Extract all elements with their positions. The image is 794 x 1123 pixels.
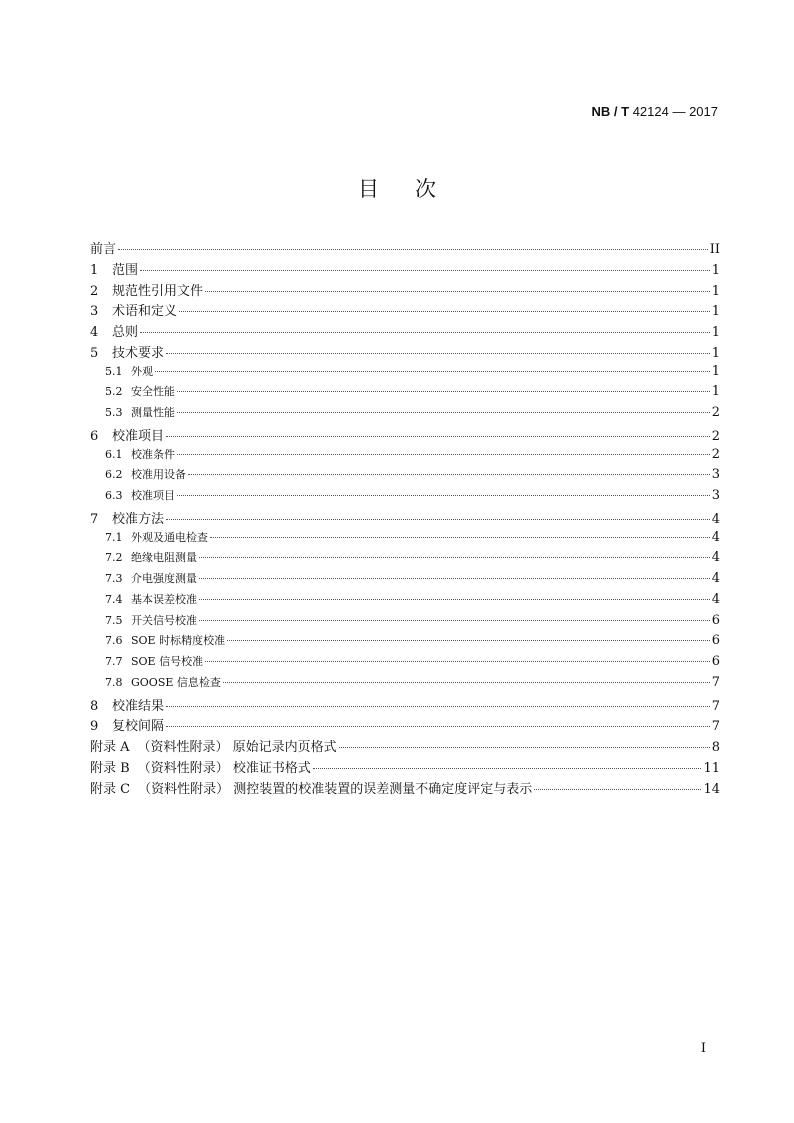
toc-entry[interactable] xyxy=(90,549,720,570)
dot-leader xyxy=(199,578,710,579)
toc-entry-page: II xyxy=(709,242,720,257)
dot-leader xyxy=(177,495,710,496)
dot-leader xyxy=(179,311,710,312)
toc-entry[interactable] xyxy=(90,674,720,695)
toc-entry-label: 校准结果 xyxy=(112,698,165,714)
dot-leader xyxy=(534,789,701,790)
toc-entry[interactable] xyxy=(90,259,720,280)
dot-leader xyxy=(199,599,710,600)
toc-entry-number: 6.1 xyxy=(105,447,123,461)
toc-entry-label: GOOSE 信息检查 xyxy=(131,675,221,689)
toc-entry-label: 术语和定义 xyxy=(112,304,178,320)
toc-entry[interactable] xyxy=(90,736,720,757)
toc-entry-page: 1 xyxy=(711,345,720,361)
toc-entry[interactable] xyxy=(90,300,720,321)
toc-entry[interactable] xyxy=(90,570,720,591)
toc-entry[interactable] xyxy=(90,363,720,384)
toc-entry-number: 5.2 xyxy=(105,385,123,399)
toc-entry-label: 规范性引用文件 xyxy=(112,283,204,299)
toc-entry-label: 外观及通电检查 xyxy=(131,530,208,544)
toc-entry-page: 4 xyxy=(711,511,720,527)
toc-entry[interactable] xyxy=(90,612,720,633)
toc-entry-page: 2 xyxy=(711,446,720,462)
toc-entry-number: 7 xyxy=(90,511,99,527)
toc-entry-page: 6 xyxy=(711,633,720,649)
toc-entry-label: 校准项目 xyxy=(131,489,175,502)
dot-leader xyxy=(205,291,710,292)
standard-number: 42124 — 2017 xyxy=(632,104,718,119)
toc-entry[interactable] xyxy=(90,238,720,259)
toc-entry-page: 2 xyxy=(711,405,720,420)
toc-entry-label: 前言 xyxy=(90,242,117,257)
toc-entry-page: 7 xyxy=(711,719,720,735)
toc-entry-page: 11 xyxy=(703,760,720,776)
toc-entry-page: 4 xyxy=(711,571,720,586)
toc-entry-number: 5.1 xyxy=(105,364,123,378)
table-of-contents xyxy=(90,238,720,798)
toc-entry-number: 7.1 xyxy=(105,530,123,544)
toc-entry[interactable] xyxy=(90,591,720,612)
toc-entry[interactable] xyxy=(90,695,720,716)
toc-entry-number: 7.2 xyxy=(105,551,123,565)
toc-entry-number: 7.8 xyxy=(105,675,123,689)
toc-entry-page: 4 xyxy=(711,529,720,545)
toc-entry-page: 7 xyxy=(711,674,720,690)
toc-entry-number: 7.5 xyxy=(105,613,123,627)
dot-leader xyxy=(177,412,710,413)
toc-entry-label: 基本误差校准 xyxy=(131,592,197,606)
toc-entry-label: 介电强度测量 xyxy=(131,572,197,585)
toc-entry[interactable] xyxy=(90,778,720,799)
toc-entry-label: （资料性附录） 原始记录内页格式 xyxy=(137,740,337,755)
standard-prefix: NB / T xyxy=(591,104,630,119)
toc-entry-page: 1 xyxy=(711,283,720,299)
toc-entry-number: 6.2 xyxy=(105,468,123,482)
toc-entry-number: 7.7 xyxy=(105,655,123,668)
toc-entry-label: 校准项目 xyxy=(112,428,165,444)
toc-entry-label: SOE 信号校准 xyxy=(131,655,204,668)
toc-entry-label: 外观 xyxy=(131,364,153,378)
toc-entry-page: 1 xyxy=(711,384,720,400)
toc-entry[interactable] xyxy=(90,715,720,736)
dot-leader xyxy=(166,726,710,727)
toc-entry-number: 8 xyxy=(90,698,99,714)
toc-entry-page: 1 xyxy=(711,363,720,379)
toc-entry-page: 3 xyxy=(711,488,720,503)
toc-entry[interactable] xyxy=(90,383,720,404)
toc-entry[interactable] xyxy=(90,425,720,446)
dot-leader xyxy=(188,474,710,475)
toc-entry[interactable] xyxy=(90,404,720,425)
toc-entry-number: 附录 C xyxy=(90,781,131,797)
toc-entry-number: 5 xyxy=(90,345,99,361)
toc-entry-page: 6 xyxy=(711,654,720,669)
dot-leader xyxy=(223,682,710,683)
toc-entry-page: 6 xyxy=(711,612,720,628)
toc-entry-page: 2 xyxy=(711,428,720,444)
toc-entry-label: 复校间隔 xyxy=(112,719,165,735)
toc-entry-page: 1 xyxy=(711,262,720,278)
toc-entry-number: 5.3 xyxy=(105,406,123,419)
dot-leader xyxy=(166,706,710,707)
toc-entry[interactable] xyxy=(90,466,720,487)
toc-entry-page: 3 xyxy=(711,467,720,483)
toc-entry-number: 7.4 xyxy=(105,592,123,606)
toc-entry-number: 1 xyxy=(90,262,99,278)
toc-entry-page: 1 xyxy=(711,304,720,320)
toc-entry-page: 1 xyxy=(711,325,720,340)
toc-entry-label: 校准方法 xyxy=(112,511,165,527)
toc-entry[interactable] xyxy=(90,632,720,653)
dot-leader xyxy=(140,332,710,333)
toc-entry-number: 附录 B xyxy=(90,760,130,776)
toc-entry[interactable] xyxy=(90,280,720,301)
toc-entry[interactable] xyxy=(90,508,720,529)
toc-entry-label: 总则 xyxy=(112,325,139,340)
toc-entry[interactable] xyxy=(90,529,720,550)
toc-entry-label: 校准用设备 xyxy=(131,468,186,482)
toc-entry-number: 3 xyxy=(90,304,99,320)
page-title: 目次 xyxy=(358,177,472,201)
toc-entry-label: （资料性附录） 测控装置的校准装置的误差测量不确定度评定与表示 xyxy=(138,781,533,797)
dot-leader xyxy=(140,270,710,271)
toc-entry-number: 7.3 xyxy=(105,572,123,585)
toc-entry[interactable] xyxy=(90,321,720,342)
toc-entry-label: 技术要求 xyxy=(112,345,165,361)
page-number: I xyxy=(700,1041,706,1056)
toc-entry[interactable] xyxy=(90,487,720,508)
dot-leader xyxy=(210,537,710,538)
toc-entry-label: 开关信号校准 xyxy=(131,613,197,627)
toc-entry-page: 14 xyxy=(703,781,720,797)
dot-leader xyxy=(166,436,710,437)
dot-leader xyxy=(155,371,710,372)
toc-entry-label: 绝缘电阻测量 xyxy=(131,551,197,565)
toc-entry-label: SOE 时标精度校准 xyxy=(131,634,226,648)
toc-entry[interactable] xyxy=(90,446,720,467)
dot-leader xyxy=(166,519,710,520)
toc-entry-page: 4 xyxy=(711,550,720,566)
toc-entry-label: 校准条件 xyxy=(131,447,175,461)
toc-entry-label: 测量性能 xyxy=(131,406,175,419)
toc-entry[interactable] xyxy=(90,342,720,363)
dot-leader xyxy=(313,768,702,769)
toc-entry[interactable] xyxy=(90,653,720,674)
toc-entry[interactable] xyxy=(90,757,720,778)
toc-entry-page: 7 xyxy=(711,698,720,714)
dot-leader xyxy=(339,747,710,748)
toc-entry-page: 4 xyxy=(711,591,720,607)
toc-entry-number: 2 xyxy=(90,283,99,299)
dot-leader xyxy=(199,557,710,558)
toc-entry-number: 6 xyxy=(90,428,99,444)
dot-leader xyxy=(177,454,710,455)
dot-leader xyxy=(227,640,710,641)
toc-entry-number: 附录 A xyxy=(90,740,130,755)
toc-entry-number: 4 xyxy=(90,325,99,340)
toc-entry-label: 范围 xyxy=(112,262,139,278)
toc-entry-label: 安全性能 xyxy=(131,385,175,399)
toc-entry-number: 9 xyxy=(90,719,99,735)
dot-leader xyxy=(166,353,710,354)
dot-leader xyxy=(177,391,710,392)
toc-entry-page: 8 xyxy=(711,740,720,755)
toc-entry-label: （资料性附录） 校准证书格式 xyxy=(137,760,311,776)
dot-leader xyxy=(118,249,708,250)
toc-entry-number: 6.3 xyxy=(105,489,123,502)
toc-entry-number: 7.6 xyxy=(105,634,123,648)
standard-code xyxy=(592,104,718,119)
dot-leader xyxy=(205,661,710,662)
dot-leader xyxy=(199,620,710,621)
